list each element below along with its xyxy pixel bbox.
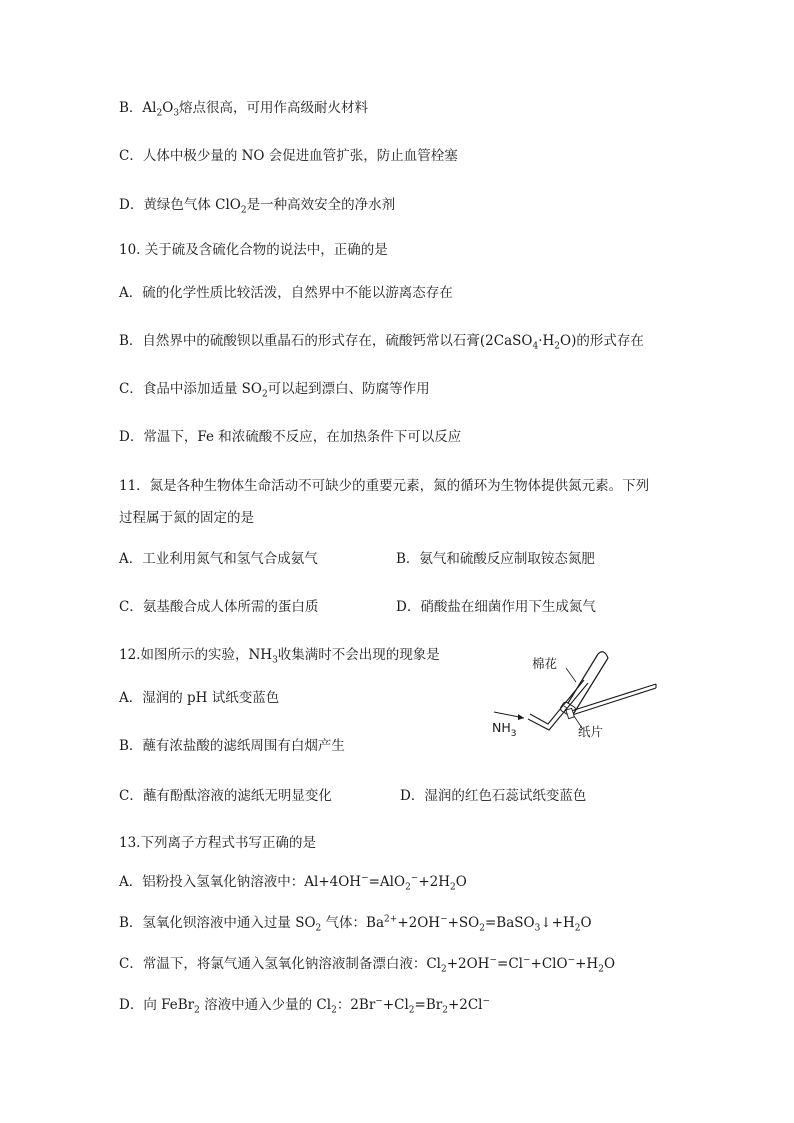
q13-stem: 13.下列离子方程式书写正确的是	[119, 835, 316, 851]
q11-option-a: A．工业利用氮气和氢气合成氨气	[119, 551, 318, 567]
q11-stem-line1: 11．氮是各种生物体生命活动不可缺少的重要元素，氮的循环为生物体提供氮元素。下列	[119, 478, 650, 494]
q12-option-c: C．蘸有酚酞溶液的滤纸无明显变化	[119, 788, 332, 804]
q11-option-c: C．氨基酸合成人体所需的蛋白质	[119, 599, 319, 615]
q9-option-c: C．人体中极少量的 NO 会促进血管扩张，防止血管栓塞	[119, 148, 458, 164]
q11-option-b: B．氨气和硫酸反应制取铵态氮肥	[396, 551, 595, 567]
cotton-leader-line	[566, 668, 576, 682]
q10-option-d: D．常温下，Fe 和浓硫酸不反应，在加热条件下可以反应	[119, 429, 462, 445]
q12-stem: 12.如图所示的实验，$NH_3$收集满时不会出现的现象是	[119, 647, 440, 666]
paper-strip	[566, 684, 656, 719]
ammonia-collection-figure	[488, 646, 664, 746]
q10-option-a: A．硫的化学性质比较活泼，自然界中不能以游离态存在	[119, 285, 453, 301]
q11-option-d: D．硝酸盐在细菌作用下生成氮气	[396, 599, 596, 615]
q12-option-b: B．蘸有浓盐酸的滤纸周围有白烟产生	[119, 738, 345, 754]
label-nh3: $NH_3$	[492, 720, 517, 739]
test-tube	[565, 652, 608, 713]
q12-option-a: A．湿润的 pH 试纸变蓝色	[119, 690, 280, 706]
q10-stem: 10. 关于硫及含硫化合物的说法中，正确的是	[119, 242, 388, 258]
q10-option-c: C．食品中添加适量 $SO_2$可以起到漂白、防腐等作用	[119, 381, 430, 400]
gas-flow-arrow	[494, 712, 524, 720]
q13-option-b: B．氢氧化钡溶液中通入过量 $SO_2$ 气体：$Ba^{2+}+2OH^-+SO_2=BaSO_3↓+H_2O$	[119, 914, 592, 934]
label-cotton: 棉花	[532, 656, 558, 671]
q9-option-d: D．黄绿色气体 ClO$_2$是一种高效安全的净水剂	[119, 197, 396, 216]
label-paper: 纸片	[578, 724, 604, 739]
q11-stem-line2: 过程属于氮的固定的是	[119, 510, 254, 526]
q9-option-b: B．$Al_2O_3$熔点很高，可用作高级耐火材料	[119, 100, 369, 119]
q13-option-a: A．铝粉投入氢氧化钠溶液中：$Al+4OH^-=AlO_2^-+2H_2O$	[119, 873, 467, 893]
q10-option-b: B．自然界中的硫酸钡以重晶石的形式存在，硫酸钙常以石膏$(2CaSO_4\cdot H_2O)$的形式存在	[119, 333, 644, 352]
q13-option-d: D．向 FeBr$_2$ 溶液中通入少量的 $Cl_2$：$2Br^-+Cl_2=Br_2+2Cl^-$	[119, 996, 491, 1016]
q12-option-d: D．湿润的红色石蕊试纸变蓝色	[400, 788, 587, 804]
q13-option-c: C．常温下，将氯气通入氢氧化钠溶液制备漂白液：$Cl_2+2OH^-=Cl^-+ClO^-+H_2O$	[119, 955, 616, 975]
